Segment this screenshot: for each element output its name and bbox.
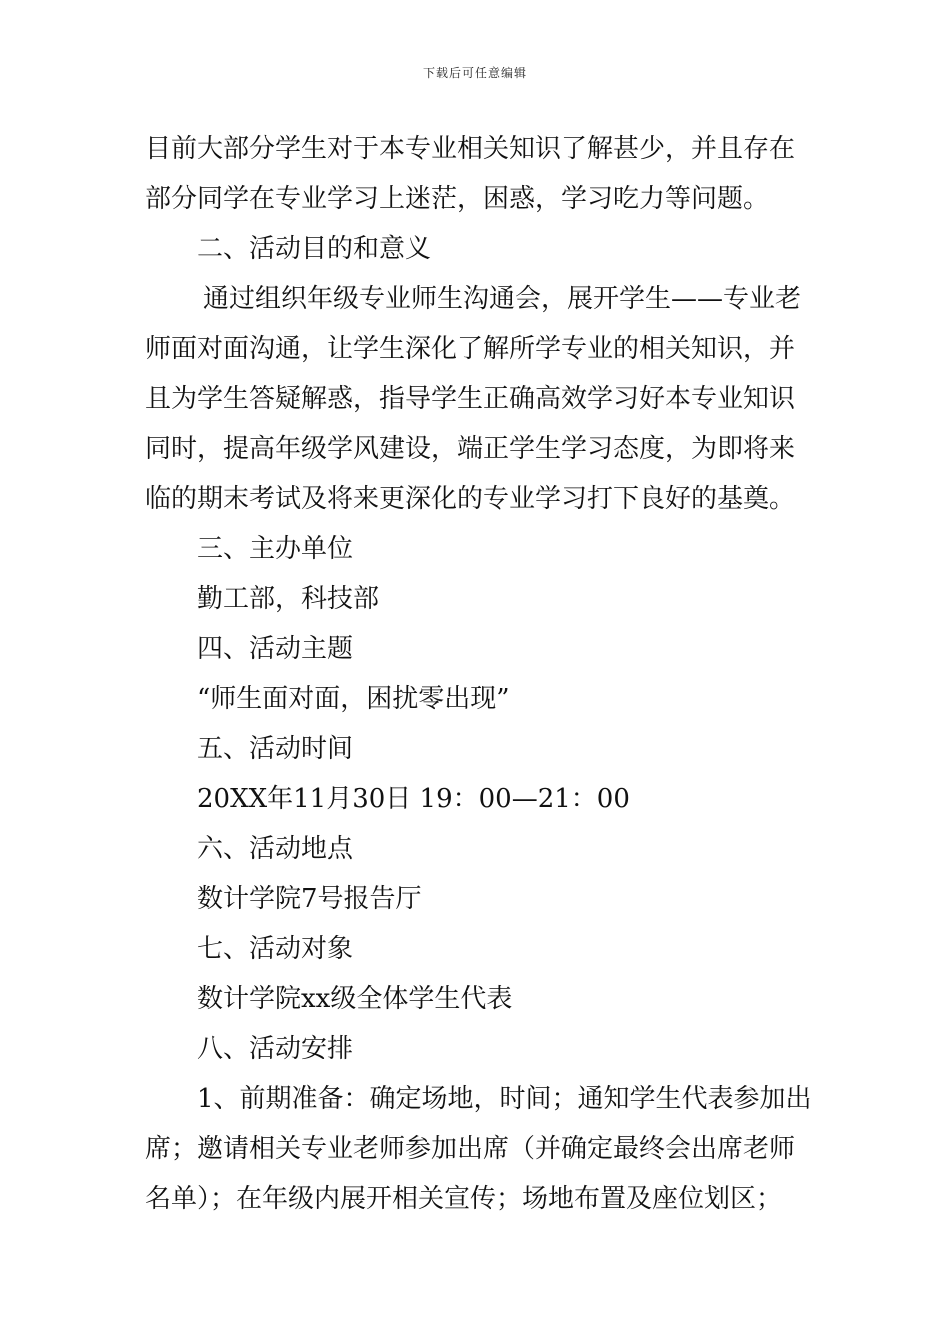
text-line: 八、活动安排: [197, 1034, 354, 1064]
text-line: 席；邀请相关专业老师参加出席（并确定最终会出席老师: [145, 1134, 796, 1164]
text-line: 二、活动目的和意义: [197, 234, 432, 264]
text-line: 同时，提高年级学风建设，端正学生学习态度，为即将来: [145, 434, 796, 464]
text-line: 三、主办单位: [197, 534, 354, 564]
text-line: 四、活动主题: [197, 634, 354, 664]
text-line: 通过组织年级专业师生沟通会，展开学生——专业老: [203, 284, 802, 314]
page-header-note: 下载后可任意编辑: [422, 66, 527, 80]
text-line: 师面对面沟通，让学生深化了解所学专业的相关知识，并: [145, 334, 796, 364]
text-line: 七、活动对象: [197, 934, 354, 964]
text-line: 部分同学在专业学习上迷茫，困惑，学习吃力等问题。: [145, 184, 770, 214]
text-line: 数计学院7号报告厅: [197, 884, 422, 914]
text-line: 且为学生答疑解惑，指导学生正确高效学习好本专业知识: [145, 384, 796, 414]
text-line: “师生面对面，困扰零出现”: [197, 684, 510, 714]
text-line: 勤工部，科技部: [197, 584, 380, 614]
text-line: 五、活动时间: [197, 734, 354, 764]
text-line: 20XX年11月30日 19：00—21：00: [197, 784, 630, 814]
text-line: 临的期末考试及将来更深化的专业学习打下良好的基奠。: [145, 484, 796, 514]
document-body: [145, 124, 810, 1224]
text-line: 数计学院xx级全体学生代表: [197, 984, 513, 1014]
text-line: 1、前期准备：确定场地，时间；通知学生代表参加出: [197, 1084, 812, 1114]
text-line: 六、活动地点: [197, 834, 354, 864]
text-line: 名单）；在年级内展开相关宣传；场地布置及座位划区；: [145, 1184, 783, 1214]
text-line: 目前大部分学生对于本专业相关知识了解甚少，并且存在: [145, 134, 796, 164]
